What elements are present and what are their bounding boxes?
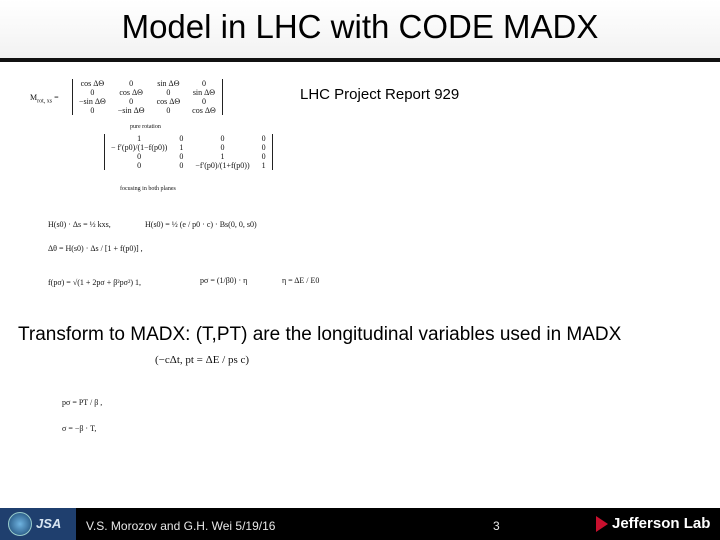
jsa-logo: JSA xyxy=(36,516,62,531)
doe-seal-icon xyxy=(8,512,32,536)
footer-authors: V.S. Morozov and G.H. Wei 5/19/16 xyxy=(86,519,276,533)
rotation-caption: pure rotation xyxy=(130,124,161,130)
body-text: Transform to MADX: (T,PT) are the longitudinal variables used in MADX xyxy=(18,324,622,345)
focusing-caption: focusing in both planes xyxy=(120,186,176,192)
matrix-label: $M_{rot, xs}$ = xyxy=(30,93,59,105)
footer-logo-panel xyxy=(0,508,76,540)
equation-h-s0: H(s0) = ½ (e / p0 · c) · Bs(0, 0, s0) xyxy=(145,220,257,229)
title-rule xyxy=(0,58,720,62)
jefferson-lab-mark-icon xyxy=(596,516,608,532)
rotation-matrix xyxy=(72,79,223,115)
equation-eta: η = ΔE / E0 xyxy=(282,276,320,285)
slide-title: Model in LHC with CODE MADX xyxy=(121,8,599,45)
jefferson-lab-logo: Jefferson Lab xyxy=(612,515,711,532)
focusing-matrix-table: 1 0 0 0 − f′(p0)/(1−f(p0)) 1 0 0 0 0 1 0 0 0 −f′(p0)/(1+f(p0)) 1 xyxy=(104,134,273,170)
equation-psigma-eta: pσ = (1/β0) · η xyxy=(200,276,248,285)
title-bar xyxy=(0,0,720,58)
footer xyxy=(0,508,720,540)
page-number: 3 xyxy=(493,519,500,533)
equation-f-psigma: f(pσ) = √(1 + 2pσ + β²pσ²) 1, xyxy=(48,278,142,287)
equation-h-delta-s: H(s0) · Δs = ½ kxs, xyxy=(48,220,111,229)
equation-sigma: σ = −β · T, xyxy=(62,424,97,433)
report-reference: LHC Project Report 929 xyxy=(300,86,460,103)
madx-variables: (−cΔt, pt = ΔE / ps c) xyxy=(155,354,250,366)
rotation-matrix-table: cos ΔΘ 0 sin ΔΘ 0 0 cos ΔΘ 0 sin ΔΘ −sin ΔΘ 0 cos ΔΘ 0 0 −sin ΔΘ 0 cos ΔΘ xyxy=(72,79,223,115)
equation-p-sigma: pσ = PT / β , xyxy=(62,398,103,407)
equation-delta-theta: Δθ = H(s0) · Δs / [1 + f(p0)] , xyxy=(48,244,143,253)
focusing-matrix xyxy=(104,134,273,170)
